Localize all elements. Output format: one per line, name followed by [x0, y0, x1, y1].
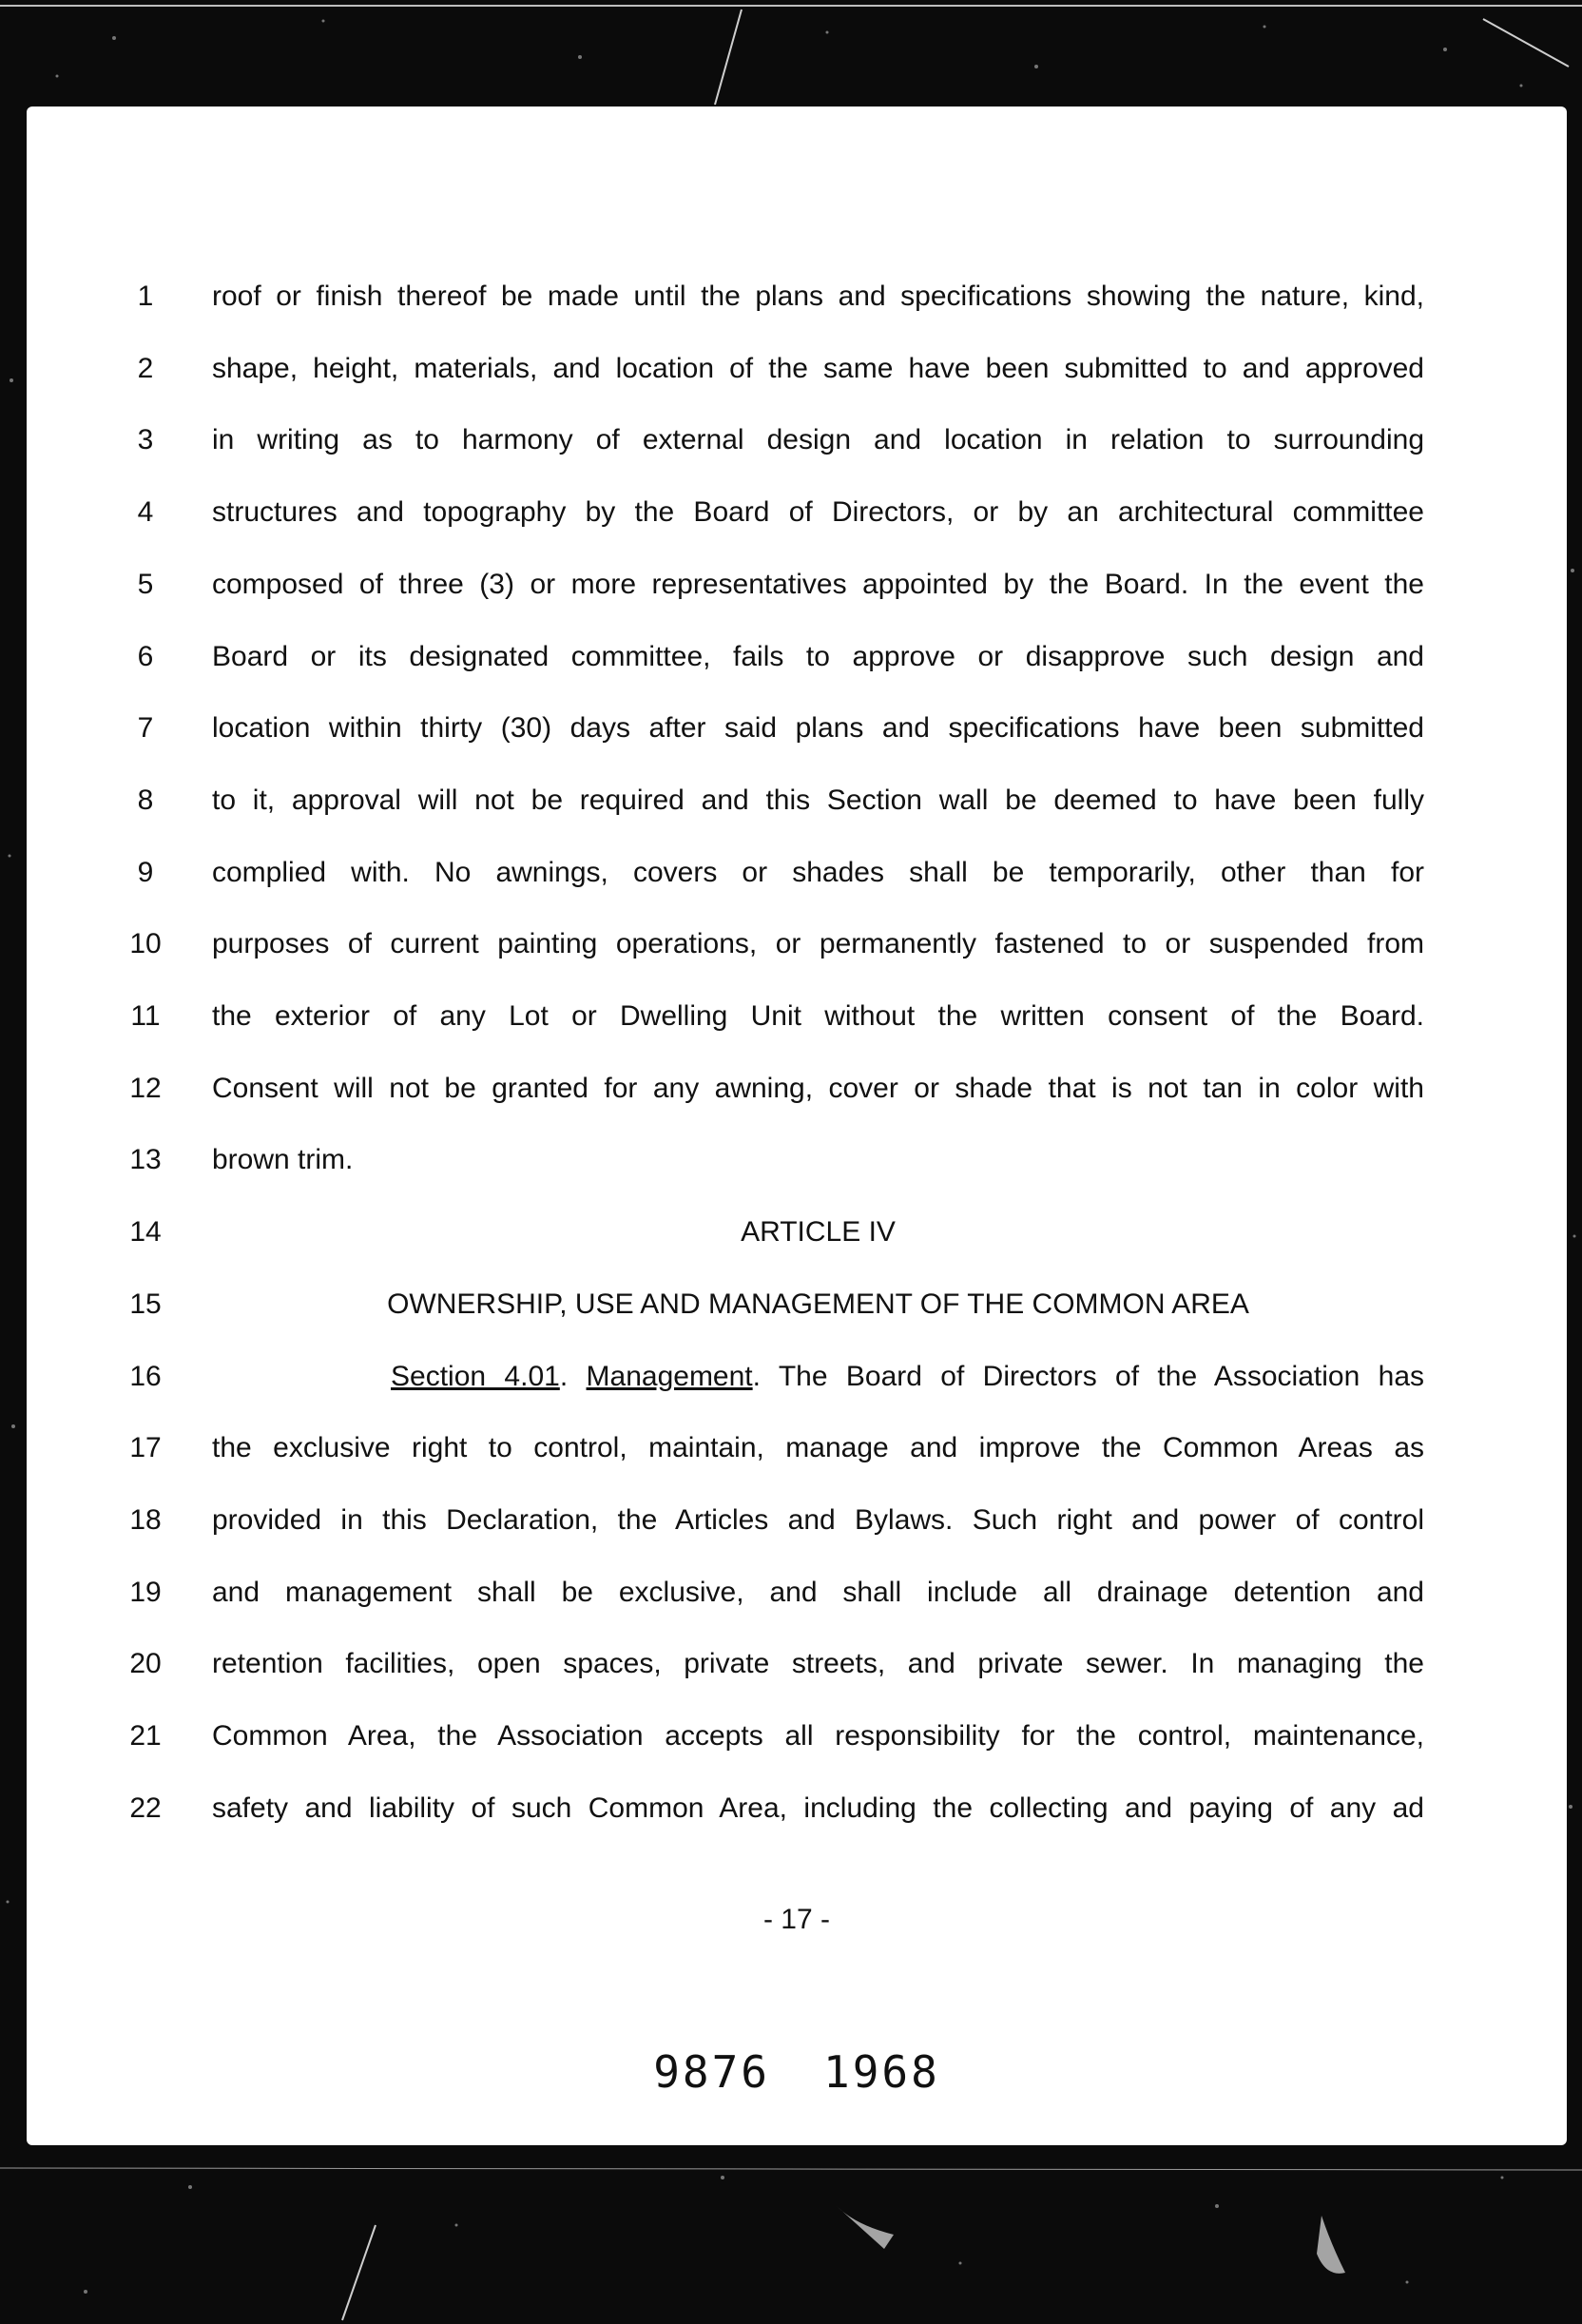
line-number: 12: [129, 1072, 162, 1104]
line-text: purposes of current painting operations, or permanently fastened to or suspended from: [212, 928, 1424, 960]
line-text: location within thirty (30) days after said plans and specifications have been submitted: [212, 712, 1424, 745]
line-number: 13: [129, 1144, 162, 1176]
line-text: structures and topography by the Board of Directors, or by an architectural committee: [212, 496, 1424, 529]
line-text: Consent will not be granted for any awning, cover or shade that is not tan in color with: [212, 1072, 1424, 1104]
section-title: Management: [586, 1360, 753, 1392]
document-page: [27, 107, 1567, 2145]
line-number: 8: [137, 784, 154, 816]
line-text: the exclusive right to control, maintain, manage and improve the Common Areas as: [212, 1432, 1424, 1464]
line-text: provided in this Declaration, the Articles and Bylaws. Such right and power of control: [212, 1503, 1424, 1536]
line-text: retention facilities, open spaces, private streets, and private sewer. In managing the: [212, 1648, 1424, 1680]
line-text: and management shall be exclusive, and shall include all drainage detention and: [212, 1576, 1424, 1608]
line-number: 11: [130, 1000, 161, 1032]
stamp-page-number: 1968: [823, 2046, 940, 2098]
line-text: roof or finish thereof be made until the plans and specifications showing the nature, kind,: [212, 281, 1424, 312]
line-number: 21: [129, 1720, 162, 1752]
line-text: Common Area, the Association accepts all responsibility for the control, maintenance,: [212, 1720, 1424, 1752]
section-heading-line: Section 4.01. Management. The Board of Directors of the Association has: [391, 1360, 1424, 1392]
line-text: Board or its designated committee, fails to approve or disapprove such design and: [212, 640, 1424, 672]
section-label: Section 4.01: [391, 1360, 560, 1392]
line-number: 18: [129, 1503, 162, 1536]
stamp-book-number: 9876: [653, 2046, 770, 2098]
line-number: 9: [137, 856, 154, 888]
line-text: brown trim.: [212, 1144, 354, 1176]
line-number: 6: [137, 640, 154, 672]
line-number: 2: [137, 352, 154, 384]
line-text: safety and liability of such Common Area, including the collecting and paying of any ad: [212, 1791, 1424, 1824]
line-text: to it, approval will not be required and this Section wall be deemed to have been fully: [212, 784, 1424, 816]
line-text: the exterior of any Lot or Dwelling Unit without the written consent of the Board.: [212, 1000, 1424, 1032]
line-text: shape, height, materials, and location of the same have been submitted to and approved: [212, 352, 1424, 384]
section-text: The Board of Directors of the Association has: [778, 1360, 1424, 1392]
article-title: OWNERSHIP, USE AND MANAGEMENT OF THE COMMON AREA: [387, 1288, 1249, 1320]
page-number: - 17 -: [762, 1904, 831, 1935]
line-number: 20: [129, 1648, 162, 1680]
line-text: complied with. No awnings, covers or shades shall be temporarily, other than for: [212, 856, 1424, 888]
line-text: composed of three (3) or more representatives appointed by the Board. In the event the: [212, 568, 1424, 600]
line-number: 1: [137, 281, 154, 312]
line-number: 3: [137, 424, 154, 456]
line-number: 10: [129, 928, 162, 960]
line-number: 16: [129, 1360, 162, 1392]
line-number: 4: [137, 496, 154, 529]
article-heading: ARTICLE IV: [741, 1216, 896, 1249]
line-number: 15: [129, 1288, 162, 1320]
line-number: 22: [129, 1791, 162, 1824]
line-number: 17: [129, 1432, 162, 1464]
line-number: 5: [137, 568, 154, 600]
recording-stamp: [27, 2046, 1567, 2098]
line-number: 19: [129, 1576, 162, 1608]
line-number: 7: [137, 712, 154, 745]
line-text: in writing as to harmony of external design and location in relation to surrounding: [212, 424, 1424, 456]
line-number: 14: [129, 1216, 162, 1249]
